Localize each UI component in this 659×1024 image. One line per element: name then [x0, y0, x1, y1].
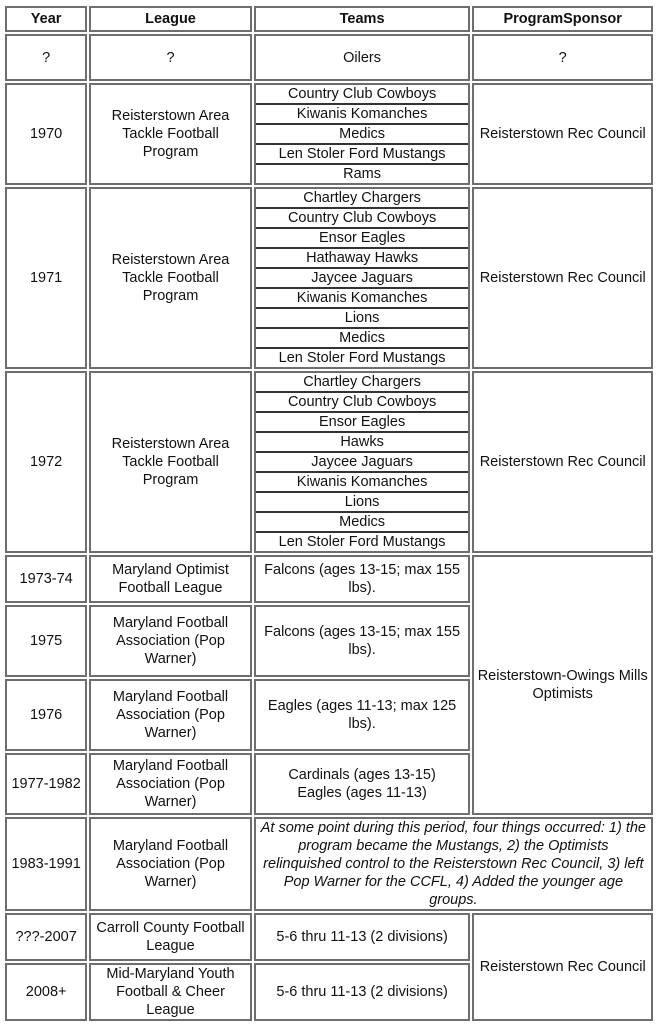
header-league: League	[89, 6, 252, 32]
teams-cell: Oilers	[254, 34, 471, 81]
team-line: Eagles (ages 11-13)	[297, 785, 427, 801]
teams-cell: Eagles (ages 11-13; max 125 lbs).	[254, 679, 471, 751]
period-note: At some point during this period, four things occurred: 1) the program became the Mustangs, 2) the Optimists relinquished control to the Reisterstown Rec Council, 3) left Pop Warner for the CCFL, 4) Added the younger age groups.	[254, 817, 653, 911]
team-name: Kiwanis Komanches	[256, 289, 469, 309]
league-cell: Maryland Football Association (Pop Warner)	[89, 817, 252, 911]
league-cell: Mid-Maryland Youth Football & Cheer League	[89, 963, 252, 1021]
teams-cell	[254, 753, 471, 815]
team-name: Medics	[256, 329, 469, 349]
team-name: Len Stoler Ford Mustangs	[256, 145, 469, 165]
team-name: Lions	[256, 309, 469, 329]
table-row	[5, 34, 653, 81]
table-row	[5, 83, 653, 185]
history-table	[3, 4, 655, 1023]
header-teams: Teams	[254, 6, 471, 32]
year-cell: 1983-1991	[5, 817, 87, 911]
teams-cell: 5-6 thru 11-13 (2 divisions)	[254, 963, 471, 1021]
sponsor-cell: Reisterstown Rec Council	[472, 371, 653, 553]
team-name: Country Club Cowboys	[256, 85, 469, 105]
league-cell: ?	[89, 34, 252, 81]
year-cell: 1977-1982	[5, 753, 87, 815]
year-cell: 1972	[5, 371, 87, 553]
year-cell: ?	[5, 34, 87, 81]
league-cell: Carroll County Football League	[89, 913, 252, 961]
team-name: Kiwanis Komanches	[256, 105, 469, 125]
team-name: Medics	[256, 513, 469, 533]
teams-cell: Falcons (ages 13-15; max 155 lbs).	[254, 555, 471, 603]
team-name: Country Club Cowboys	[256, 209, 469, 229]
team-name: Lions	[256, 493, 469, 513]
header-row	[5, 6, 653, 32]
sponsor-cell-rec-council: Reisterstown Rec Council	[472, 913, 653, 1021]
team-name: Chartley Chargers	[256, 373, 469, 393]
league-cell: Maryland Football Association (Pop Warner)	[89, 679, 252, 751]
team-name: Country Club Cowboys	[256, 393, 469, 413]
team-name: Chartley Chargers	[256, 189, 469, 209]
teams-cell	[254, 83, 471, 185]
league-cell: Maryland Football Association (Pop Warner)	[89, 753, 252, 815]
league-cell: Maryland Football Association (Pop Warner)	[89, 605, 252, 677]
year-cell: 2008+	[5, 963, 87, 1021]
team-name: Rams	[343, 166, 382, 182]
league-cell: Reisterstown Area Tackle Football Program	[89, 371, 252, 553]
year-cell: 1973-74	[5, 555, 87, 603]
year-cell: 1975	[5, 605, 87, 677]
team-name: Hathaway Hawks	[256, 249, 469, 269]
league-cell: Maryland Optimist Football League	[89, 555, 252, 603]
sponsor-cell: Reisterstown Rec Council	[472, 187, 653, 369]
table-row	[5, 371, 653, 553]
header-year: Year	[5, 6, 87, 32]
year-cell: ???-2007	[5, 913, 87, 961]
table-row	[5, 913, 653, 961]
team-name: Jaycee Jaguars	[256, 453, 469, 473]
table-row	[5, 817, 653, 911]
year-cell: 1976	[5, 679, 87, 751]
sponsor-cell: Reisterstown Rec Council	[472, 83, 653, 185]
team-name: Len Stoler Ford Mustangs	[278, 350, 446, 366]
league-cell: Reisterstown Area Tackle Football Program	[89, 83, 252, 185]
team-name: Hawks	[256, 433, 469, 453]
team-name: Jaycee Jaguars	[256, 269, 469, 289]
league-cell: Reisterstown Area Tackle Football Program	[89, 187, 252, 369]
team-name: Kiwanis Komanches	[256, 473, 469, 493]
teams-cell	[254, 187, 471, 369]
team-line: Cardinals (ages 13-15)	[288, 767, 436, 783]
team-name: Ensor Eagles	[256, 229, 469, 249]
table-row	[5, 187, 653, 369]
teams-cell	[254, 371, 471, 553]
year-cell: 1970	[5, 83, 87, 185]
sponsor-cell: ?	[472, 34, 653, 81]
team-name: Medics	[256, 125, 469, 145]
table-row	[5, 555, 653, 603]
team-name: Len Stoler Ford Mustangs	[278, 534, 446, 550]
year-cell: 1971	[5, 187, 87, 369]
teams-cell: Falcons (ages 13-15; max 155 lbs).	[254, 605, 471, 677]
teams-cell: 5-6 thru 11-13 (2 divisions)	[254, 913, 471, 961]
header-sponsor: ProgramSponsor	[472, 6, 653, 32]
team-name: Ensor Eagles	[256, 413, 469, 433]
sponsor-cell-optimists: Reisterstown-Owings Mills Optimists	[472, 555, 653, 815]
